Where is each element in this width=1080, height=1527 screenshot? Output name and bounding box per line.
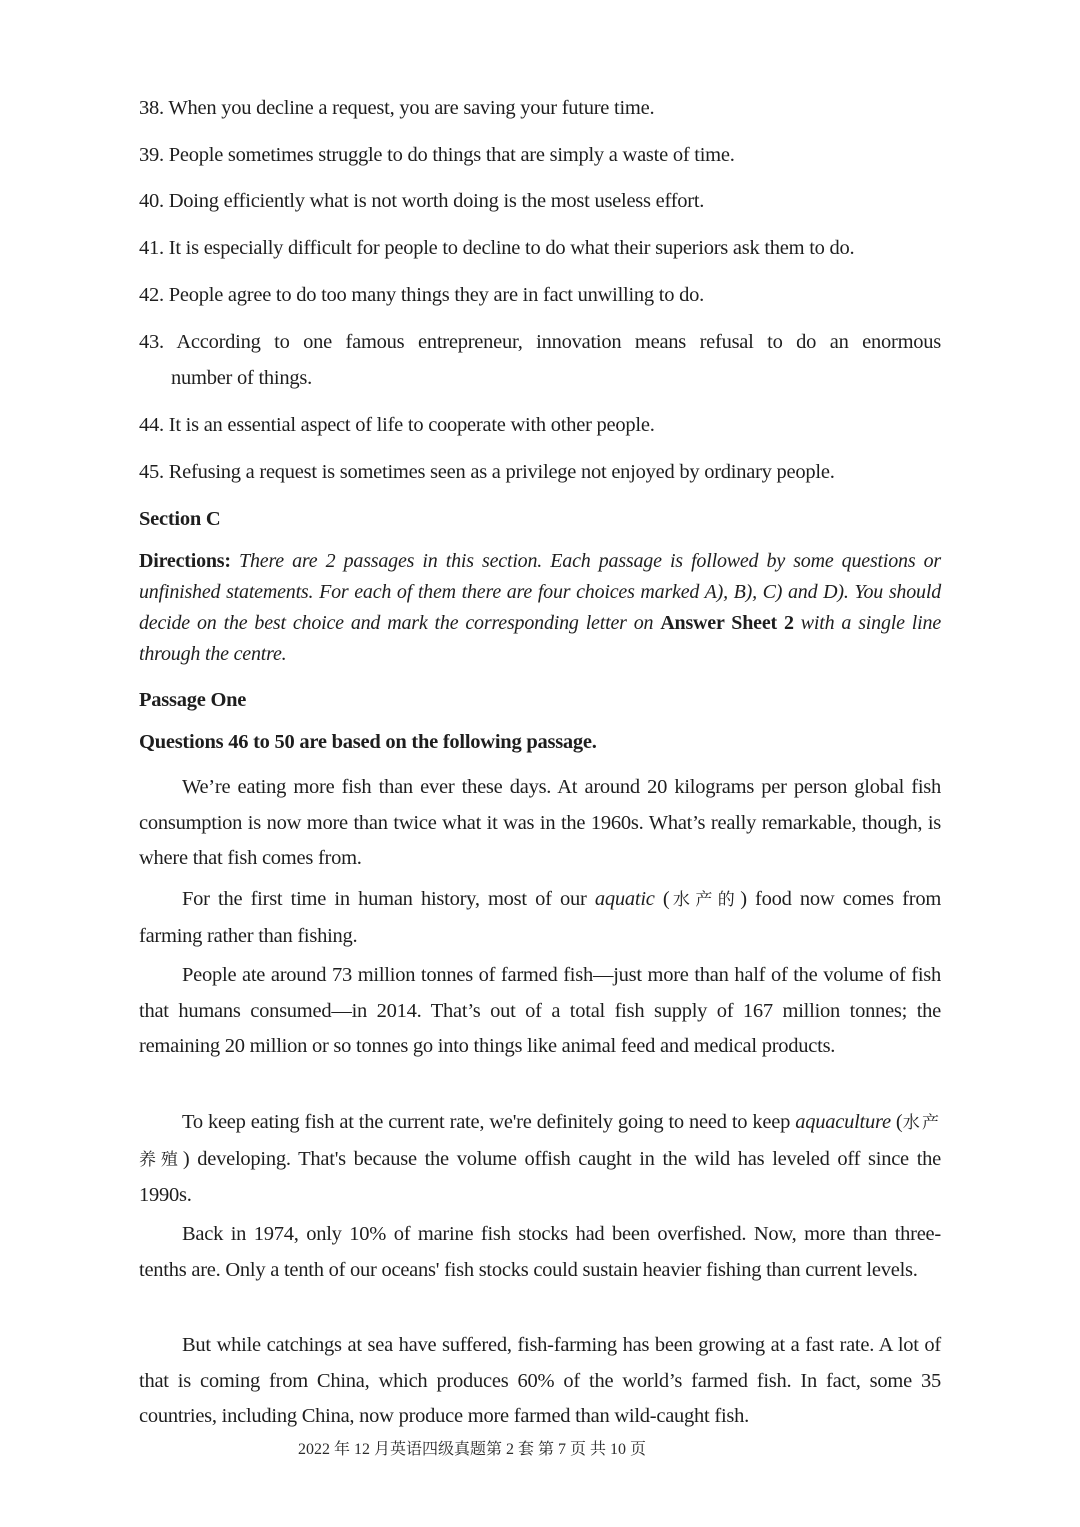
statement-number: 45.: [139, 461, 164, 483]
paragraph-text-pre: For the first time in human history, most of our: [182, 888, 595, 910]
statement-number: 38.: [139, 97, 164, 119]
passage-paragraph-3: [139, 958, 941, 1065]
statement-text: Refusing a request is sometimes seen as a privilege not enjoyed by ordinary people.: [168, 461, 835, 483]
statement-number: 41.: [139, 237, 164, 259]
paragraph-text-pre: To keep eating fish at the current rate, we're definitely going to need to keep: [182, 1111, 796, 1133]
paragraph-text: People ate around 73 million tonnes of farmed fish—just more than half of the volume of fish that humans consumed—in 2014. That’s out of a total fish supply of 167 million tonnes; the remaining 20 million or so tonnes go into things like animal feed and medical products.: [139, 964, 941, 1057]
paren-open: (: [654, 888, 670, 910]
statement-text: People agree to do too many things they are in fact unwilling to do.: [168, 284, 704, 306]
statement-text: Doing efficiently what is not worth doing is the most useless effort.: [168, 190, 705, 212]
statement-number: 40.: [139, 190, 164, 212]
statement-40: [139, 187, 704, 215]
paragraph-text: Back in 1974, only 10% of marine fish stocks had been overfished. Now, more than three-tenths are. Only a tenth of our oceans' fish stocks could sustain heavier fishing than current levels.: [139, 1223, 941, 1281]
glossed-term: aquaculture: [795, 1111, 891, 1133]
statement-text: People sometimes struggle to do things that are simply a waste of time.: [168, 144, 735, 166]
directions-text: There are 2 passages in this section. Each passage is followed by some questions or unfinished statements. For each of them there are four choices marked A), B), C) and D). You should decide on the best choice and mark the corresponding letter on: [139, 550, 941, 634]
statement-text: When you decline a request, you are saving your future time.: [168, 97, 655, 119]
statement-43-continuation: [171, 364, 312, 392]
passage-paragraph-6: [139, 1328, 941, 1435]
directions-label: Directions:: [139, 550, 231, 572]
chinese-gloss: 水产养殖: [139, 1113, 942, 1170]
statement-41: [139, 234, 854, 262]
paren-close: ): [740, 888, 747, 910]
statement-text-continued: number of things.: [171, 367, 312, 389]
passage-title: Passage One: [139, 689, 247, 711]
statement-39: [139, 141, 735, 169]
glossed-term: aquatic: [594, 888, 655, 910]
paren-close: ): [182, 1147, 190, 1170]
statement-44: [139, 411, 655, 439]
statement-45: [139, 458, 835, 486]
answer-sheet-reference: Answer Sheet 2: [660, 612, 794, 634]
statement-42: [139, 281, 704, 309]
statement-text: According to one famous entrepreneur, innovation means refusal to do an enormous: [176, 331, 941, 353]
paragraph-text: But while catchings at sea have suffered, fish-farming has been growing at a fast rate. A lot of that is coming from China, which produces 60% of the world’s farmed fish. In fact, some 35 countries, including China, now produce more farmed than wild-caught fish.: [139, 1334, 941, 1427]
paragraph-text-post: food now comes from farming rather than fishing.: [139, 888, 942, 947]
questions-intro: Questions 46 to 50 are based on the following passage.: [139, 731, 597, 753]
section-title: Section C: [139, 508, 221, 530]
passage-paragraph-2: [139, 882, 941, 954]
statement-number: 42.: [139, 284, 164, 306]
passage-paragraph-5: [139, 1217, 941, 1288]
passage-paragraph-4: [139, 1105, 941, 1214]
statement-38: [139, 94, 654, 122]
directions-text-end: with a single line through the centre.: [139, 612, 941, 665]
paragraph-text-post: developing. That's because the volume offish caught in the wild has leveled off since the 1990s.: [139, 1147, 941, 1206]
statement-text: It is especially difficult for people to decline to do what their superiors ask them to do.: [168, 237, 855, 259]
passage-paragraph-1: [139, 770, 941, 877]
statement-number: 43.: [139, 331, 164, 353]
statement-43: [139, 328, 941, 356]
statement-number: 44.: [139, 414, 164, 436]
chinese-gloss: 水产的: [669, 890, 741, 910]
paragraph-text: We’re eating more fish than ever these days. At around 20 kilograms per person global fish consumption is now more than twice what it was in the 1960s. What’s really remarkable, though, is where that fish comes from.: [139, 776, 941, 869]
paren-open: (: [890, 1111, 903, 1133]
section-directions: [139, 546, 941, 670]
statement-text: It is an essential aspect of life to cooperate with other people.: [168, 414, 655, 436]
page-footer: 2022 年 12 月英语四级真题第 2 套 第 7 页 共 10 页: [298, 1441, 647, 1458]
statement-number: 39.: [139, 144, 164, 166]
